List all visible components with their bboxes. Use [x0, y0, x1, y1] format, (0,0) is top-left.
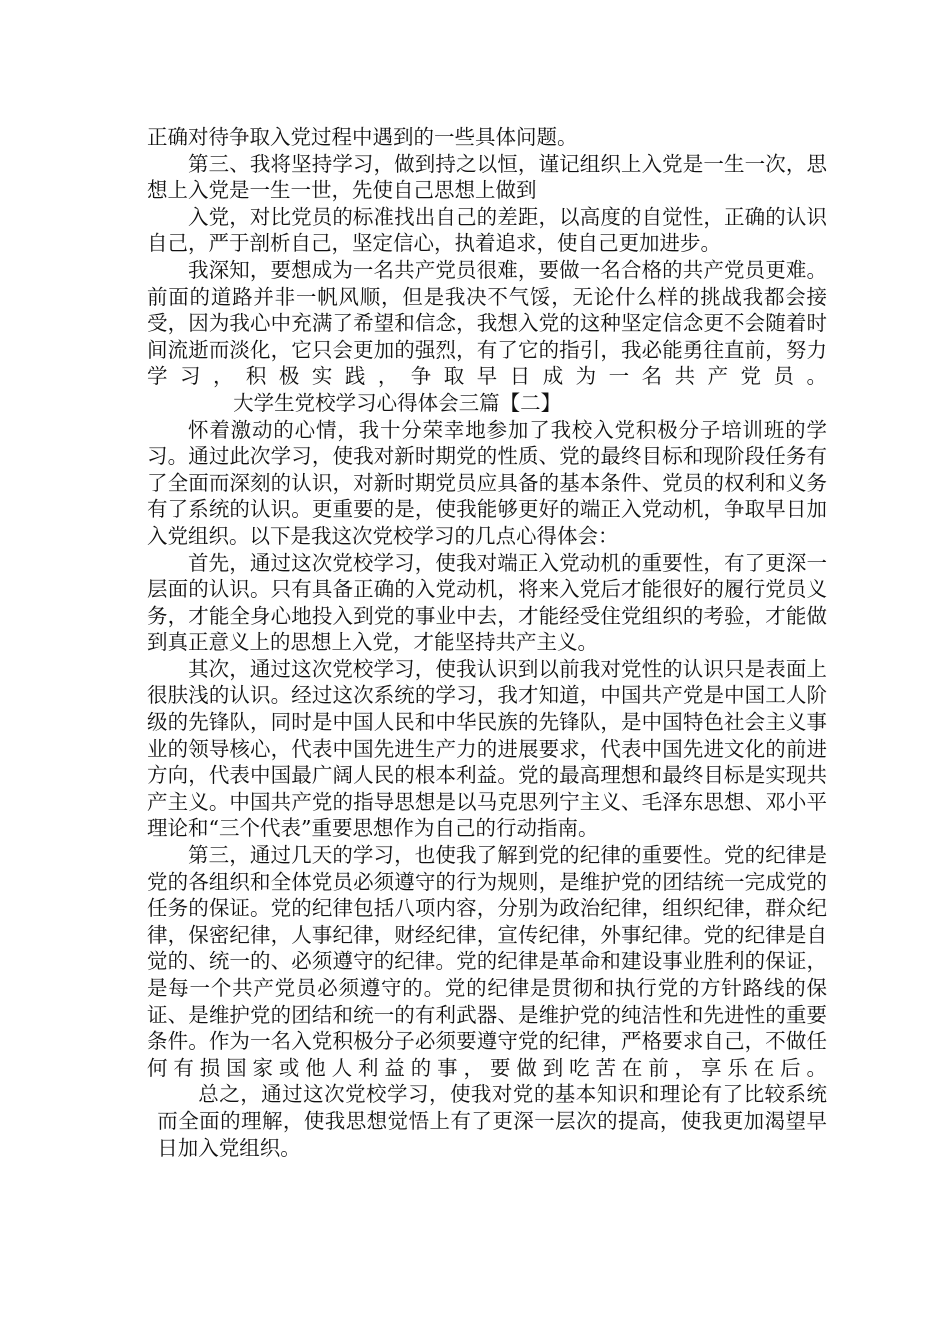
paragraph-5: 怀着激动的心情，我十分荣幸地参加了我校入党积极分子培训班的学习。通过此次学习，使我对新时期党的性质、党的最终目标和现阶段任务有了全面而深刻的认识，对新时期党员应具备的基本条件、党员的权利和义务有了系统的认识。更重要的是，使我能够更好的端正入党动机，争取早日加入党组织。以下是我这次党校学习的几点心得体会：	[147, 417, 827, 548]
closing-sentence: 总之，通过这次党校学习，使我对党的基本知识和理论有了比较系统而全面的理解，使我思想觉悟上有了更深一层次的提高，使我更加渴望早日加入党组织。	[157, 1082, 827, 1160]
paragraph-4-text: 我深知，要想成为一名共产党员很难，要做一名合格的共产党员更难。前面的道路并非一帆风顺，但是我决不气馁，无论什么样的挑战我都会接受，因为我心中充满了希望和信念，我想入党的这种坚定信念更不会随着时间流逝而淡化，它只会更加的强烈，有了它的指引，我必能勇往直前，努力学习，积极实践，争取早日成为一名共产党员。	[147, 257, 827, 389]
paragraph-1: 正确对待争取入党过程中遇到的一些具体问题。	[147, 125, 578, 149]
paragraph-8	[147, 842, 827, 1161]
document-page	[147, 124, 827, 1161]
paragraph-6: 首先，通过这次党校学习，使我对端正入党动机的重要性，有了更深一层面的认识。只有具备正确的入党动机，将来入党后才能很好的履行党员义务，才能全身心地投入到党的事业中去，才能经受住党组织的考验，才能做到真正意义上的思想上入党，才能坚持共产主义。	[147, 550, 827, 655]
paragraph-8-text: 第三，通过几天的学习，也使我了解到党的纪律的重要性。党的纪律是党的各组织和全体党员必须遵守的行为规则，是维护党的团结统一完成党的任务的保证。党的纪律包括八项内容，分别为政治纪律，组织纪律，群众纪律，保密纪律，人事纪律，财经纪律，宣传纪律，外事纪律。党的纪律是自觉的、统一的、必须遵守的纪律。党的纪律是革命和建设事业胜利的保证，是每一个共产党员必须遵守的。党的纪律是贯彻和执行党的方针路线的保证、是维护党的团结和统一的有利武器、是维护党的纯洁性和先进性的重要条件。作为一名入党积极分子必须要遵守党的纪律，严格要求自己，不做任何有损国家或他人利益的事，要做到吃苦在前，享乐在后。	[147, 843, 827, 1080]
section-heading: 大学生党校学习心得体会三篇【二】	[233, 390, 562, 415]
paragraph-3: 入党，对比党员的标准找出自己的差距，以高度的自觉性，正确的认识自己，严于剖析自己，坚定信心，执着追求，使自己更加进步。	[147, 204, 827, 256]
paragraph-4	[147, 257, 827, 417]
paragraph-7: 其次，通过这次党校学习，使我认识到以前我对党性的认识只是表面上很肤浅的认识。经过这次系统的学习，我才知道，中国共产党是中国工人阶级的先锋队，同时是中国人民和中华民族的先锋队，是中国特色社会主义事业的领导核心，代表中国先进生产力的进展要求，代表中国先进文化的前进方向，代表中国最广阔人民的根本利益。党的最高理想和最终目标是实现共产主义。中国共产党的指导思想是以马克思列宁主义、毛泽东思想、邓小平理论和“三个代表”重要思想作为自己的行动指南。	[147, 656, 827, 841]
paragraph-2: 第三、我将坚持学习，做到持之以恒，谨记组织上入党是一生一次，思想上入党是一生一世，先使自己思想上做到	[147, 151, 827, 203]
